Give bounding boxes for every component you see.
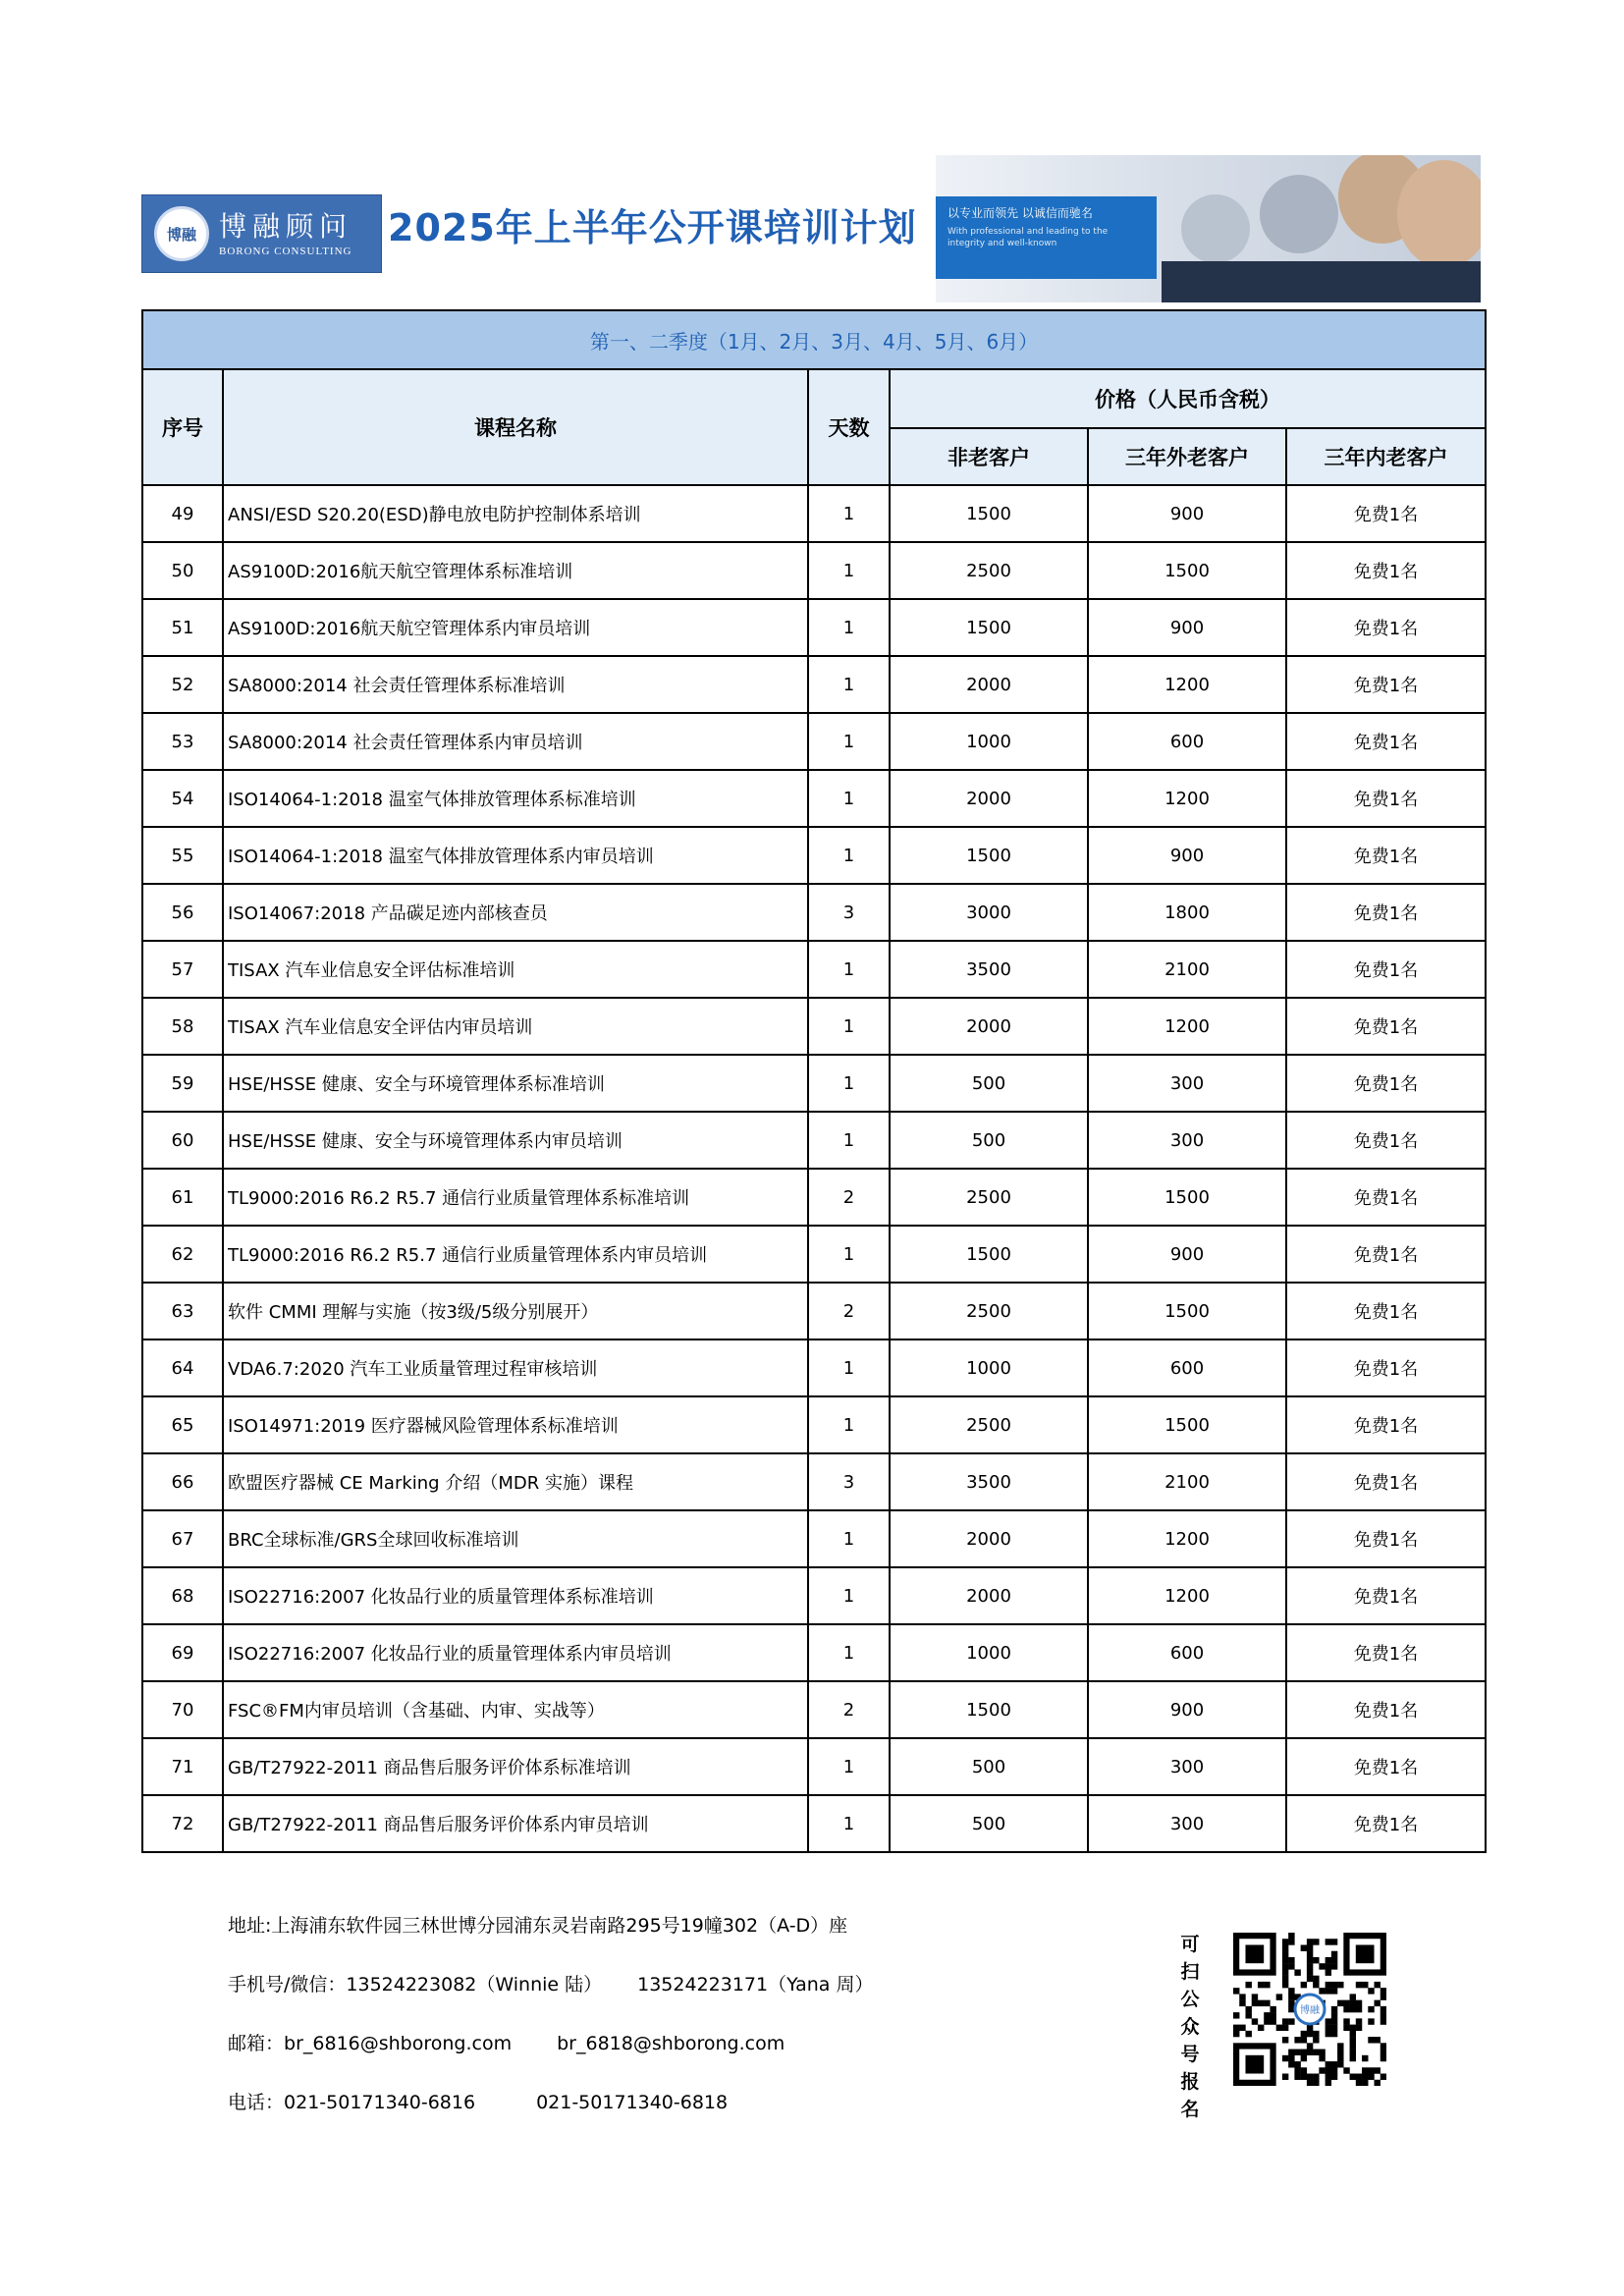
cell-price-old-over-3y: 900 <box>1088 599 1286 656</box>
cell-days: 1 <box>808 998 890 1055</box>
cell-price-old-within-3y: 免费1名 <box>1286 770 1486 827</box>
cell-price-new: 2500 <box>890 1283 1088 1339</box>
cell-price-old-within-3y: 免费1名 <box>1286 1112 1486 1169</box>
address: 地址:上海浦东软件园三林世博分园浦东灵岩南路295号19幢302（A-D）座 <box>228 1915 848 1937</box>
table-row <box>142 1453 1486 1510</box>
cell-price-old-over-3y: 300 <box>1088 1738 1286 1795</box>
table-row <box>142 1226 1486 1283</box>
cell-price-new: 1500 <box>890 827 1088 884</box>
cell-price-new: 2000 <box>890 1567 1088 1624</box>
cell-course-name: GB/T27922-2011 商品售后服务评价体系内审员培训 <box>223 1795 808 1852</box>
qr-center-text: 博融 <box>1300 2005 1320 2016</box>
table-row <box>142 1339 1486 1396</box>
cell-price-old-over-3y: 900 <box>1088 1681 1286 1738</box>
col-header-price: 价格（人民币含税） <box>890 369 1486 428</box>
table-row <box>142 1055 1486 1112</box>
cell-price-new: 1000 <box>890 1624 1088 1681</box>
cell-course-name: TISAX 汽车业信息安全评估标准培训 <box>223 941 808 998</box>
cell-price-old-over-3y: 900 <box>1088 1226 1286 1283</box>
tel-line <box>228 2088 728 2114</box>
cell-course-name: TL9000:2016 R6.2 R5.7 通信行业质量管理体系标准培训 <box>223 1169 808 1226</box>
email-1[interactable]: br_6816@shborong.com <box>284 2033 513 2054</box>
cell-days: 1 <box>808 599 890 656</box>
cell-course-name: HSE/HSSE 健康、安全与环境管理体系内审员培训 <box>223 1112 808 1169</box>
email-2[interactable]: br_6818@shborong.com <box>557 2033 785 2054</box>
cell-days: 1 <box>808 770 890 827</box>
cell-price-new: 3000 <box>890 884 1088 941</box>
table-row <box>142 1795 1486 1852</box>
cell-price-old-within-3y: 免费1名 <box>1286 1453 1486 1510</box>
phone-2: 13524223171（Yana 周） <box>637 1974 874 1995</box>
cell-days: 1 <box>808 1795 890 1852</box>
cell-price-new: 3500 <box>890 941 1088 998</box>
cell-no: 51 <box>142 599 223 656</box>
cell-no: 52 <box>142 656 223 713</box>
table-row <box>142 941 1486 998</box>
cell-price-old-over-3y: 600 <box>1088 713 1286 770</box>
cell-course-name: AS9100D:2016航天航空管理体系内审员培训 <box>223 599 808 656</box>
cell-course-name: TISAX 汽车业信息安全评估内审员培训 <box>223 998 808 1055</box>
cell-price-new: 2000 <box>890 656 1088 713</box>
table-row <box>142 1283 1486 1339</box>
cell-price-new: 500 <box>890 1738 1088 1795</box>
cell-price-old-within-3y: 免费1名 <box>1286 1681 1486 1738</box>
cell-days: 1 <box>808 542 890 599</box>
cell-course-name: ISO22716:2007 化妆品行业的质量管理体系内审员培训 <box>223 1624 808 1681</box>
cell-no: 61 <box>142 1169 223 1226</box>
scan-to-register-text: 可 扫 公 众 号 报 名 <box>1180 1934 1200 2120</box>
cell-price-old-within-3y: 免费1名 <box>1286 1169 1486 1226</box>
cell-no: 56 <box>142 884 223 941</box>
cell-price-new: 2000 <box>890 1510 1088 1567</box>
cell-price-new: 1000 <box>890 1339 1088 1396</box>
course-table <box>141 309 1487 1853</box>
cell-days: 1 <box>808 1510 890 1567</box>
logo-english-name: BORONG CONSULTING <box>219 246 352 257</box>
col-header-old-customer-within-3y: 三年内老客户 <box>1286 428 1486 485</box>
table-row <box>142 1112 1486 1169</box>
cell-no: 68 <box>142 1567 223 1624</box>
table-row <box>142 1510 1486 1567</box>
phone-1: 13524223082（Winnie 陆） <box>346 1974 603 1995</box>
cell-price-old-over-3y: 1500 <box>1088 1283 1286 1339</box>
cell-course-name: GB/T27922-2011 商品售后服务评价体系标准培训 <box>223 1738 808 1795</box>
cell-price-new: 500 <box>890 1112 1088 1169</box>
banner-slogan-box <box>936 196 1157 279</box>
cell-course-name: 软件 CMMI 理解与实施（按3级/5级分别展开） <box>223 1283 808 1339</box>
cell-price-new: 2500 <box>890 1396 1088 1453</box>
table-row <box>142 1681 1486 1738</box>
cell-no: 63 <box>142 1283 223 1339</box>
cell-days: 2 <box>808 1283 890 1339</box>
cell-no: 49 <box>142 485 223 542</box>
cell-price-old-over-3y: 1200 <box>1088 1567 1286 1624</box>
cell-price-old-within-3y: 免费1名 <box>1286 542 1486 599</box>
cell-price-new: 1500 <box>890 1226 1088 1283</box>
logo-chinese-name: 博融顾问 <box>219 210 353 243</box>
cell-course-name: VDA6.7:2020 汽车工业质量管理过程审核培训 <box>223 1339 808 1396</box>
cell-no: 57 <box>142 941 223 998</box>
cell-days: 2 <box>808 1681 890 1738</box>
cell-days: 1 <box>808 1396 890 1453</box>
logo-text <box>219 210 352 257</box>
logo-seal-text: 博融 <box>166 225 196 244</box>
cell-course-name: ISO14971:2019 医疗器械风险管理体系标准培训 <box>223 1396 808 1453</box>
cell-no: 60 <box>142 1112 223 1169</box>
table-row <box>142 770 1486 827</box>
banner-slogan-en: With professional and leading to the integrity and well-known <box>947 227 1109 248</box>
cell-price-old-over-3y: 1500 <box>1088 1169 1286 1226</box>
cell-price-old-within-3y: 免费1名 <box>1286 1738 1486 1795</box>
cell-days: 1 <box>808 1339 890 1396</box>
cell-days: 1 <box>808 1055 890 1112</box>
cell-price-new: 2000 <box>890 998 1088 1055</box>
table-row <box>142 884 1486 941</box>
cell-days: 1 <box>808 1226 890 1283</box>
tel-1: 021-50171340-6816 <box>284 2092 476 2113</box>
email-label: 邮箱： <box>228 2033 285 2054</box>
cell-price-new: 2500 <box>890 1169 1088 1226</box>
banner-person-image <box>1397 160 1481 268</box>
tel-label: 电话： <box>228 2092 285 2113</box>
table-row <box>142 1738 1486 1795</box>
cell-no: 62 <box>142 1226 223 1283</box>
qr-code-icon[interactable] <box>1233 1933 1386 2086</box>
cell-price-old-within-3y: 免费1名 <box>1286 1283 1486 1339</box>
cell-no: 59 <box>142 1055 223 1112</box>
cell-course-name: ISO22716:2007 化妆品行业的质量管理体系标准培训 <box>223 1567 808 1624</box>
cell-price-old-over-3y: 300 <box>1088 1055 1286 1112</box>
cell-no: 71 <box>142 1738 223 1795</box>
cell-no: 58 <box>142 998 223 1055</box>
banner-slogan-cn: 以专业而领先 以诚信而驰名 <box>947 206 1093 220</box>
phone-line <box>228 1970 873 1996</box>
cell-price-new: 1000 <box>890 713 1088 770</box>
cell-course-name: AS9100D:2016航天航空管理体系标准培训 <box>223 542 808 599</box>
col-header-days: 天数 <box>808 369 890 485</box>
cell-price-old-within-3y: 免费1名 <box>1286 827 1486 884</box>
cell-days: 1 <box>808 485 890 542</box>
col-header-no: 序号 <box>142 369 223 485</box>
cell-price-old-over-3y: 900 <box>1088 485 1286 542</box>
cell-price-old-over-3y: 1200 <box>1088 1510 1286 1567</box>
cell-no: 72 <box>142 1795 223 1852</box>
banner-person-image <box>1181 194 1250 263</box>
cell-days: 1 <box>808 941 890 998</box>
cell-days: 3 <box>808 884 890 941</box>
cell-price-old-over-3y: 300 <box>1088 1795 1286 1852</box>
cell-price-old-over-3y: 2100 <box>1088 1453 1286 1510</box>
banner-suits-image <box>1162 261 1481 302</box>
col-header-name: 课程名称 <box>223 369 808 485</box>
cell-no: 55 <box>142 827 223 884</box>
table-row <box>142 542 1486 599</box>
cell-price-old-over-3y: 300 <box>1088 1112 1286 1169</box>
cell-price-old-within-3y: 免费1名 <box>1286 1396 1486 1453</box>
cell-course-name: FSC®FM内审员培训（含基础、内审、实战等） <box>223 1681 808 1738</box>
cell-course-name: SA8000:2014 社会责任管理体系标准培训 <box>223 656 808 713</box>
cell-price-old-over-3y: 1200 <box>1088 998 1286 1055</box>
cell-days: 1 <box>808 1112 890 1169</box>
cell-price-new: 500 <box>890 1795 1088 1852</box>
tel-2: 021-50171340-6818 <box>536 2092 729 2113</box>
cell-price-new: 2500 <box>890 542 1088 599</box>
cell-course-name: BRC全球标准/GRS全球回收标准培训 <box>223 1510 808 1567</box>
cell-no: 65 <box>142 1396 223 1453</box>
cell-price-new: 1500 <box>890 599 1088 656</box>
cell-price-old-over-3y: 1800 <box>1088 884 1286 941</box>
cell-price-old-over-3y: 600 <box>1088 1339 1286 1396</box>
cell-price-old-over-3y: 1200 <box>1088 770 1286 827</box>
season-header: 第一、二季度（1月、2月、3月、4月、5月、6月） <box>142 310 1486 369</box>
cell-price-old-within-3y: 免费1名 <box>1286 1226 1486 1283</box>
col-header-new-customer: 非老客户 <box>890 428 1088 485</box>
cell-days: 1 <box>808 713 890 770</box>
table-row <box>142 1624 1486 1681</box>
header-banner-image <box>936 155 1481 302</box>
cell-no: 66 <box>142 1453 223 1510</box>
cell-price-old-within-3y: 免费1名 <box>1286 941 1486 998</box>
cell-price-old-within-3y: 免费1名 <box>1286 1339 1486 1396</box>
cell-course-name: ISO14064-1:2018 温室气体排放管理体系内审员培训 <box>223 827 808 884</box>
cell-days: 1 <box>808 1624 890 1681</box>
banner-person-image <box>1260 175 1338 253</box>
cell-course-name: SA8000:2014 社会责任管理体系内审员培训 <box>223 713 808 770</box>
cell-course-name: TL9000:2016 R6.2 R5.7 通信行业质量管理体系内审员培训 <box>223 1226 808 1283</box>
cell-no: 64 <box>142 1339 223 1396</box>
cell-days: 3 <box>808 1453 890 1510</box>
cell-price-new: 500 <box>890 1055 1088 1112</box>
cell-price-old-within-3y: 免费1名 <box>1286 1624 1486 1681</box>
company-logo <box>141 194 382 273</box>
cell-no: 70 <box>142 1681 223 1738</box>
cell-price-old-within-3y: 免费1名 <box>1286 884 1486 941</box>
table-row <box>142 1396 1486 1453</box>
table-row <box>142 599 1486 656</box>
cell-price-old-within-3y: 免费1名 <box>1286 1510 1486 1567</box>
table-row <box>142 827 1486 884</box>
cell-no: 50 <box>142 542 223 599</box>
table-row <box>142 1169 1486 1226</box>
cell-price-old-within-3y: 免费1名 <box>1286 1795 1486 1852</box>
table-row <box>142 713 1486 770</box>
cell-no: 69 <box>142 1624 223 1681</box>
cell-price-new: 1500 <box>890 485 1088 542</box>
cell-price-old-within-3y: 免费1名 <box>1286 599 1486 656</box>
cell-price-old-over-3y: 1200 <box>1088 656 1286 713</box>
cell-no: 67 <box>142 1510 223 1567</box>
page-title: 2025年上半年公开课培训计划 <box>388 206 917 249</box>
table-row <box>142 1567 1486 1624</box>
table-row <box>142 485 1486 542</box>
cell-price-old-within-3y: 免费1名 <box>1286 713 1486 770</box>
cell-no: 53 <box>142 713 223 770</box>
table-row <box>142 998 1486 1055</box>
cell-days: 1 <box>808 656 890 713</box>
cell-course-name: ISO14067:2018 产品碳足迹内部核查员 <box>223 884 808 941</box>
cell-price-old-over-3y: 600 <box>1088 1624 1286 1681</box>
cell-price-old-within-3y: 免费1名 <box>1286 1567 1486 1624</box>
cell-days: 1 <box>808 1567 890 1624</box>
cell-course-name: HSE/HSSE 健康、安全与环境管理体系标准培训 <box>223 1055 808 1112</box>
cell-course-name: ANSI/ESD S20.20(ESD)静电放电防护控制体系培训 <box>223 485 808 542</box>
cell-price-old-within-3y: 免费1名 <box>1286 1055 1486 1112</box>
logo-seal-icon <box>154 206 209 261</box>
season-row <box>142 310 1486 369</box>
cell-course-name: ISO14064-1:2018 温室气体排放管理体系标准培训 <box>223 770 808 827</box>
cell-price-new: 1500 <box>890 1681 1088 1738</box>
cell-days: 2 <box>808 1169 890 1226</box>
email-line <box>228 2029 785 2055</box>
phone-label: 手机号/微信： <box>228 1974 347 1995</box>
cell-days: 1 <box>808 827 890 884</box>
cell-price-old-over-3y: 2100 <box>1088 941 1286 998</box>
cell-price-old-within-3y: 免费1名 <box>1286 656 1486 713</box>
col-header-old-customer-over-3y: 三年外老客户 <box>1088 428 1286 485</box>
cell-price-old-over-3y: 900 <box>1088 827 1286 884</box>
cell-days: 1 <box>808 1738 890 1795</box>
cell-price-new: 3500 <box>890 1453 1088 1510</box>
table-row <box>142 656 1486 713</box>
cell-price-old-within-3y: 免费1名 <box>1286 485 1486 542</box>
cell-no: 54 <box>142 770 223 827</box>
cell-price-old-over-3y: 1500 <box>1088 542 1286 599</box>
cell-price-old-within-3y: 免费1名 <box>1286 998 1486 1055</box>
cell-course-name: 欧盟医疗器械 CE Marking 介绍（MDR 实施）课程 <box>223 1453 808 1510</box>
cell-price-old-over-3y: 1500 <box>1088 1396 1286 1453</box>
cell-price-new: 2000 <box>890 770 1088 827</box>
header-row <box>142 369 1486 428</box>
